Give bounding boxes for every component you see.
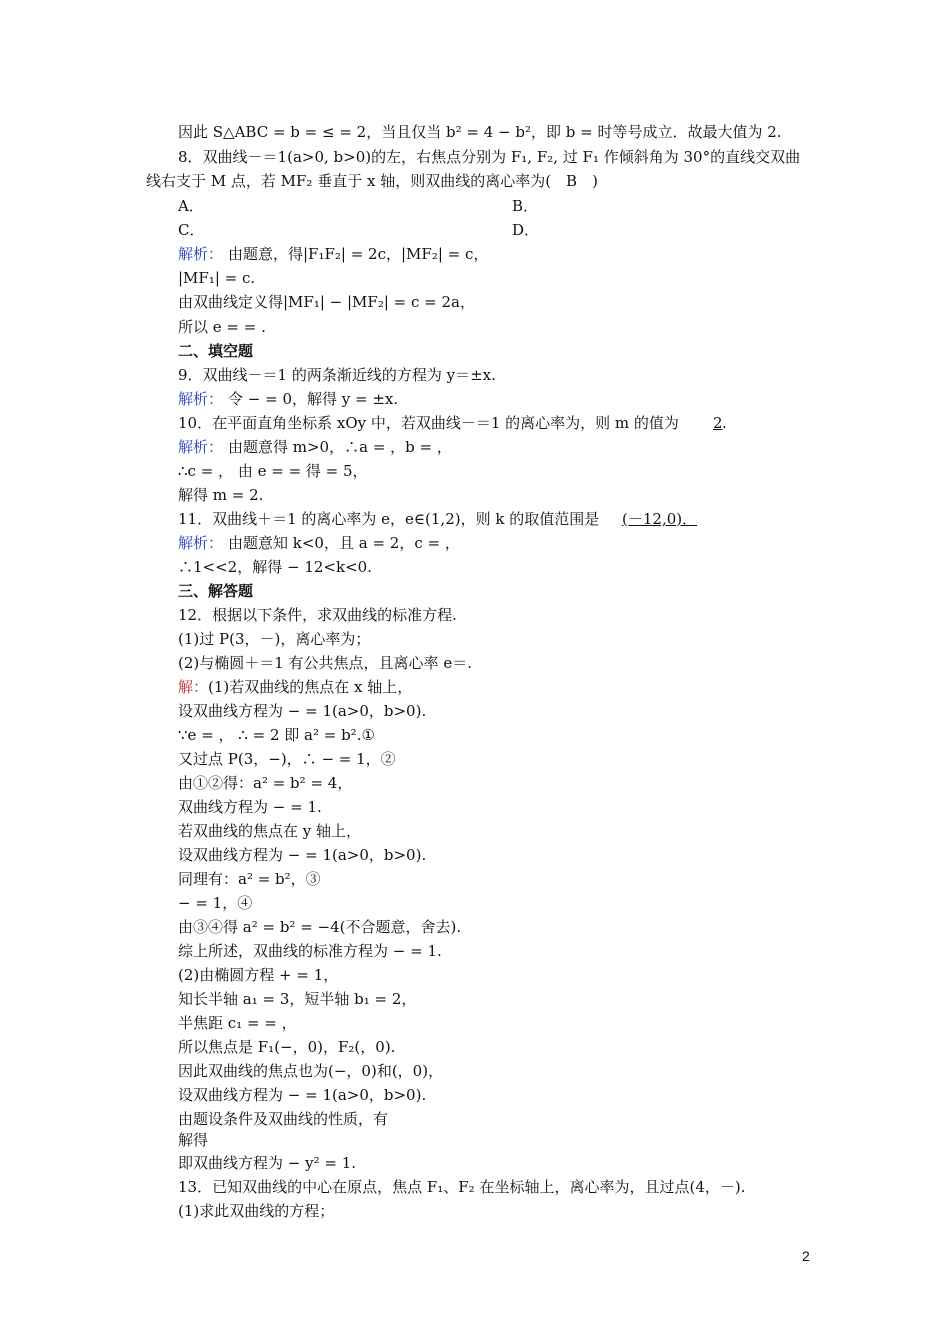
- text-line: 综上所述，双曲线的标准方程为 − = 1.: [178, 942, 442, 960]
- text-line: (1)过 P(3，－)，离心率为；: [178, 630, 371, 648]
- option-a: A．: [178, 197, 204, 215]
- question-8: 8．双曲线－＝1(a>0, b>0)的左，右焦点分别为 F₁, F₂, 过 F₁ 作倾斜角为 30°的直线交双曲: [178, 148, 801, 166]
- text-line: .: [722, 414, 727, 432]
- text-line: (1)求此双曲线的方程；: [178, 1202, 335, 1220]
- answer-11: (－12,0)．: [622, 510, 698, 528]
- analysis-label: 解析：: [178, 534, 224, 552]
- text-line: 同理有：a² = b²，③: [178, 870, 321, 888]
- text-line: 即双曲线方程为 − y² = 1.: [178, 1154, 357, 1172]
- text-line: 线右支于 M 点，若 MF₂ 垂直于 x 轴，则双曲线的离心率为( B ): [146, 172, 598, 190]
- text-line: 设双曲线方程为 − = 1(a>0，b>0).: [178, 846, 427, 864]
- section-heading: 三、解答题: [178, 582, 254, 600]
- solution-label: 解：: [178, 678, 209, 696]
- text-line: 知长半轴 a₁ = 3，短半轴 b₁ = 2，: [178, 990, 417, 1008]
- text-line: (2)由椭圆方程 + = 1，: [178, 966, 339, 984]
- text-line: 设双曲线方程为 − = 1(a>0，b>0).: [178, 1086, 427, 1104]
- question-13: 13．已知双曲线的中心在原点，焦点 F₁、F₂ 在坐标轴上，离心率为，且过点(4，－).: [178, 1178, 746, 1196]
- text-line: 半焦距 c₁ = = ，: [178, 1014, 297, 1032]
- text-line: 由①②得：a² = b² = 4，: [178, 774, 353, 792]
- text-line: 若双曲线的焦点在 y 轴上，: [178, 822, 362, 840]
- text-line: 令 − = 0，解得 y = ±x.: [228, 390, 399, 408]
- text-line: − = 1，④: [178, 894, 253, 912]
- text-line: 所以 e = = .: [178, 318, 266, 336]
- analysis-label: 解析：: [178, 245, 224, 263]
- text-line: |MF₁| = c.: [178, 269, 256, 287]
- text-line: (1)若双曲线的焦点在 x 轴上，: [208, 678, 413, 696]
- analysis-label: 解析：: [178, 390, 224, 408]
- text-line: 解得: [178, 1131, 209, 1149]
- question-9: 9．双曲线－＝1 的两条渐近线的方程为 y＝±x.: [178, 366, 496, 384]
- text-line: 由③④得 a² = b² = −4(不合题意，舍去).: [178, 918, 462, 936]
- analysis-label: 解析：: [178, 438, 224, 456]
- text-line: 因此双曲线的焦点也为(−，0)和(，0)，: [178, 1062, 444, 1080]
- text-line: 又过点 P(3，−)，∴ − = 1，②: [178, 750, 396, 768]
- option-d: D．: [512, 221, 540, 239]
- text-line: 由双曲线定义得|MF₁| − |MF₂| = c = 2a，: [178, 293, 475, 311]
- text-line: 所以焦点是 F₁(−，0)，F₂(，0).: [178, 1038, 396, 1056]
- page-number: 2: [802, 1248, 810, 1264]
- section-heading: 二、填空题: [178, 342, 254, 360]
- text-line: 双曲线方程为 − = 1.: [178, 798, 322, 816]
- text-line: ∵e = ， ∴ = 2 即 a² = b².①: [178, 726, 375, 744]
- answer-10: 2: [713, 414, 723, 432]
- text-line: 由题意得 m>0，∴a = ，b = ，: [228, 438, 452, 456]
- text-line: (2)与椭圆＋＝1 有公共焦点，且离心率 e＝.: [178, 654, 472, 672]
- text-line: 由题意，得|F₁F₂| = 2c，|MF₂| = c，: [228, 245, 489, 263]
- text-line: 解得 m = 2.: [178, 486, 264, 504]
- text-line: 由题意知 k<0，且 a = 2，c = ，: [228, 534, 460, 552]
- question-12: 12．根据以下条件，求双曲线的标准方程.: [178, 606, 457, 624]
- text-line: 设双曲线方程为 − = 1(a>0，b>0).: [178, 702, 427, 720]
- option-b: B．: [512, 197, 539, 215]
- question-10: 10．在平面直角坐标系 xOy 中，若双曲线－＝1 的离心率为，则 m 的值为: [178, 414, 679, 432]
- question-11: 11．双曲线＋＝1 的离心率为 e，e∈(1,2)，则 k 的取值范围是: [178, 510, 600, 528]
- text-line: ∴c = ， 由 e = = 得 = 5，: [178, 462, 368, 480]
- text-line: 由题设条件及双曲线的性质，有: [178, 1110, 389, 1128]
- text-line: 因此 S△ABC = b = ≤ = 2，当且仅当 b² = 4 − b²，即 b = 时等号成立．故最大值为 2.: [178, 123, 782, 141]
- text-line: ∴1<<2，解得 − 12<k<0.: [178, 558, 372, 576]
- option-c: C．: [178, 221, 205, 239]
